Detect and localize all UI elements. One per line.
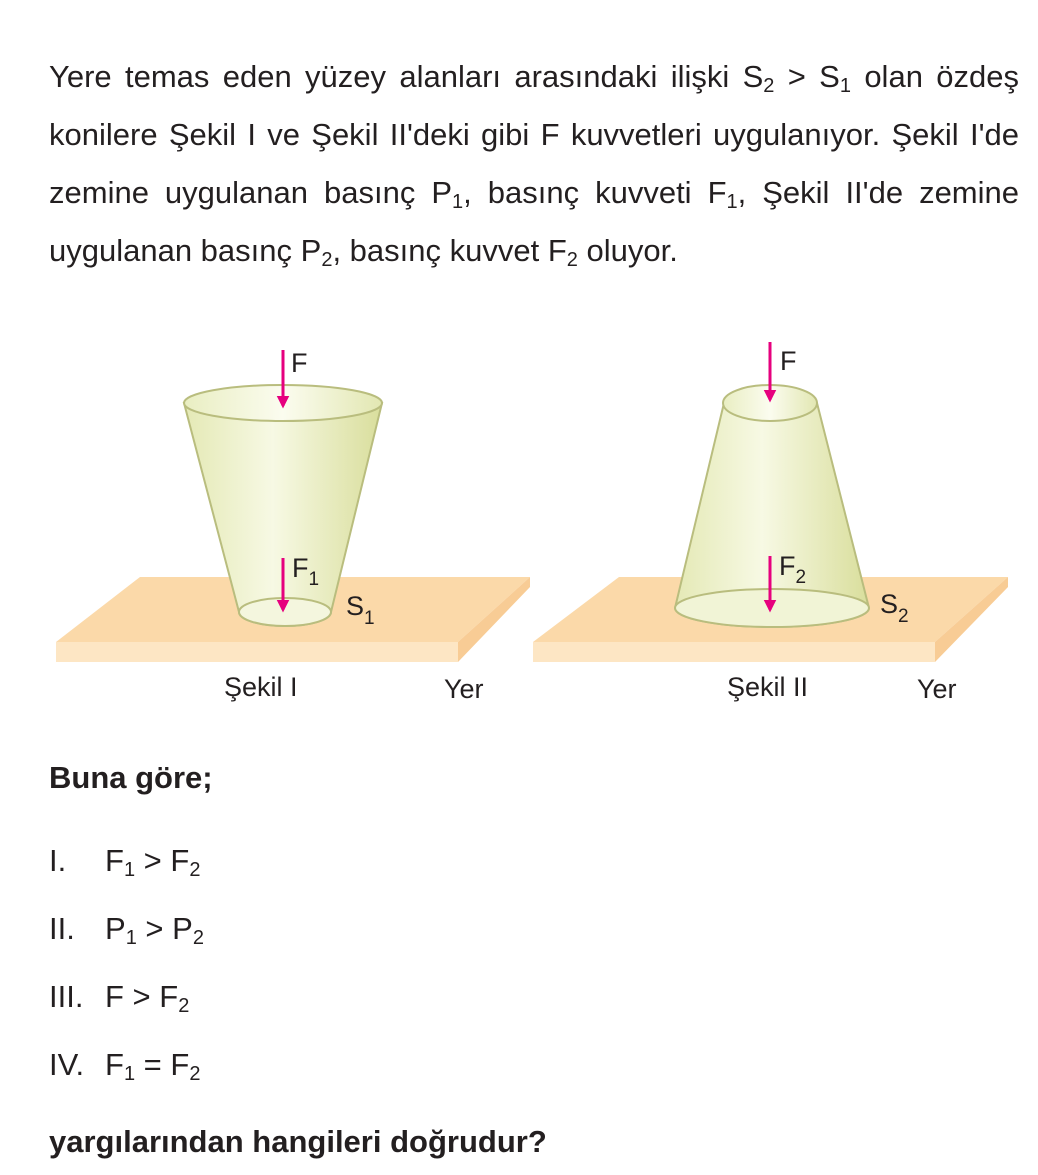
caption-2: Şekil II [727, 672, 809, 702]
figure-1 [56, 348, 530, 704]
statement-text: $F_1 = F_2$ [105, 1047, 201, 1085]
force-label-bottom-2: $F_2$ [779, 551, 807, 588]
statement-item [49, 1040, 204, 1108]
force-label-top-2: F [780, 346, 797, 376]
ground-label-2: Yer [917, 674, 957, 704]
statement-number: II. [49, 911, 75, 946]
statement-item [49, 972, 204, 1040]
statement-item [49, 836, 204, 904]
statement-list [49, 836, 204, 1108]
force-label-top-1: F [291, 348, 308, 378]
ground-label-1: Yer [444, 674, 484, 704]
ground-slab-1-front [56, 642, 458, 662]
statement-text: $F_1 > F_2$ [105, 843, 201, 881]
problem-statement: Yere temas eden yüzey alanları arasındaki ilişki $S_2 > S_1$ olan özdeş konilere Şekil I ve Şekil II'deki gibi F kuvvetleri uygulanıyor. Şekil I'de zemine uygulanan basınç $P_1$, basınç kuvveti $F_1$, Şekil II'de zemine uygulanan basınç $P_2$, basınç kuvvet $F_2$ oluyor. [49, 59, 1019, 271]
ground-slab-2-front [533, 642, 935, 662]
question-text: yargılarından hangileri doğrudur? [49, 1124, 547, 1159]
cone-2-base [675, 589, 869, 627]
cones-figure [0, 330, 1038, 720]
cone-1-base [239, 598, 331, 626]
statement-text: $F > F_2$ [105, 979, 190, 1017]
area-label-2: $S_2$ [880, 589, 909, 627]
caption-1: Şekil I [224, 672, 298, 702]
figure-2 [533, 342, 1008, 704]
statement-number: I. [49, 843, 67, 878]
statement-text: $P_1 > P_2$ [105, 911, 204, 949]
statement-number: III. [49, 979, 84, 1014]
force-label-bottom-1: $F_1$ [292, 553, 320, 590]
area-label-1: $S_1$ [346, 591, 375, 629]
statement-item [49, 904, 204, 972]
statement-number: IV. [49, 1047, 85, 1082]
prompt-heading: Buna göre; [49, 760, 213, 795]
